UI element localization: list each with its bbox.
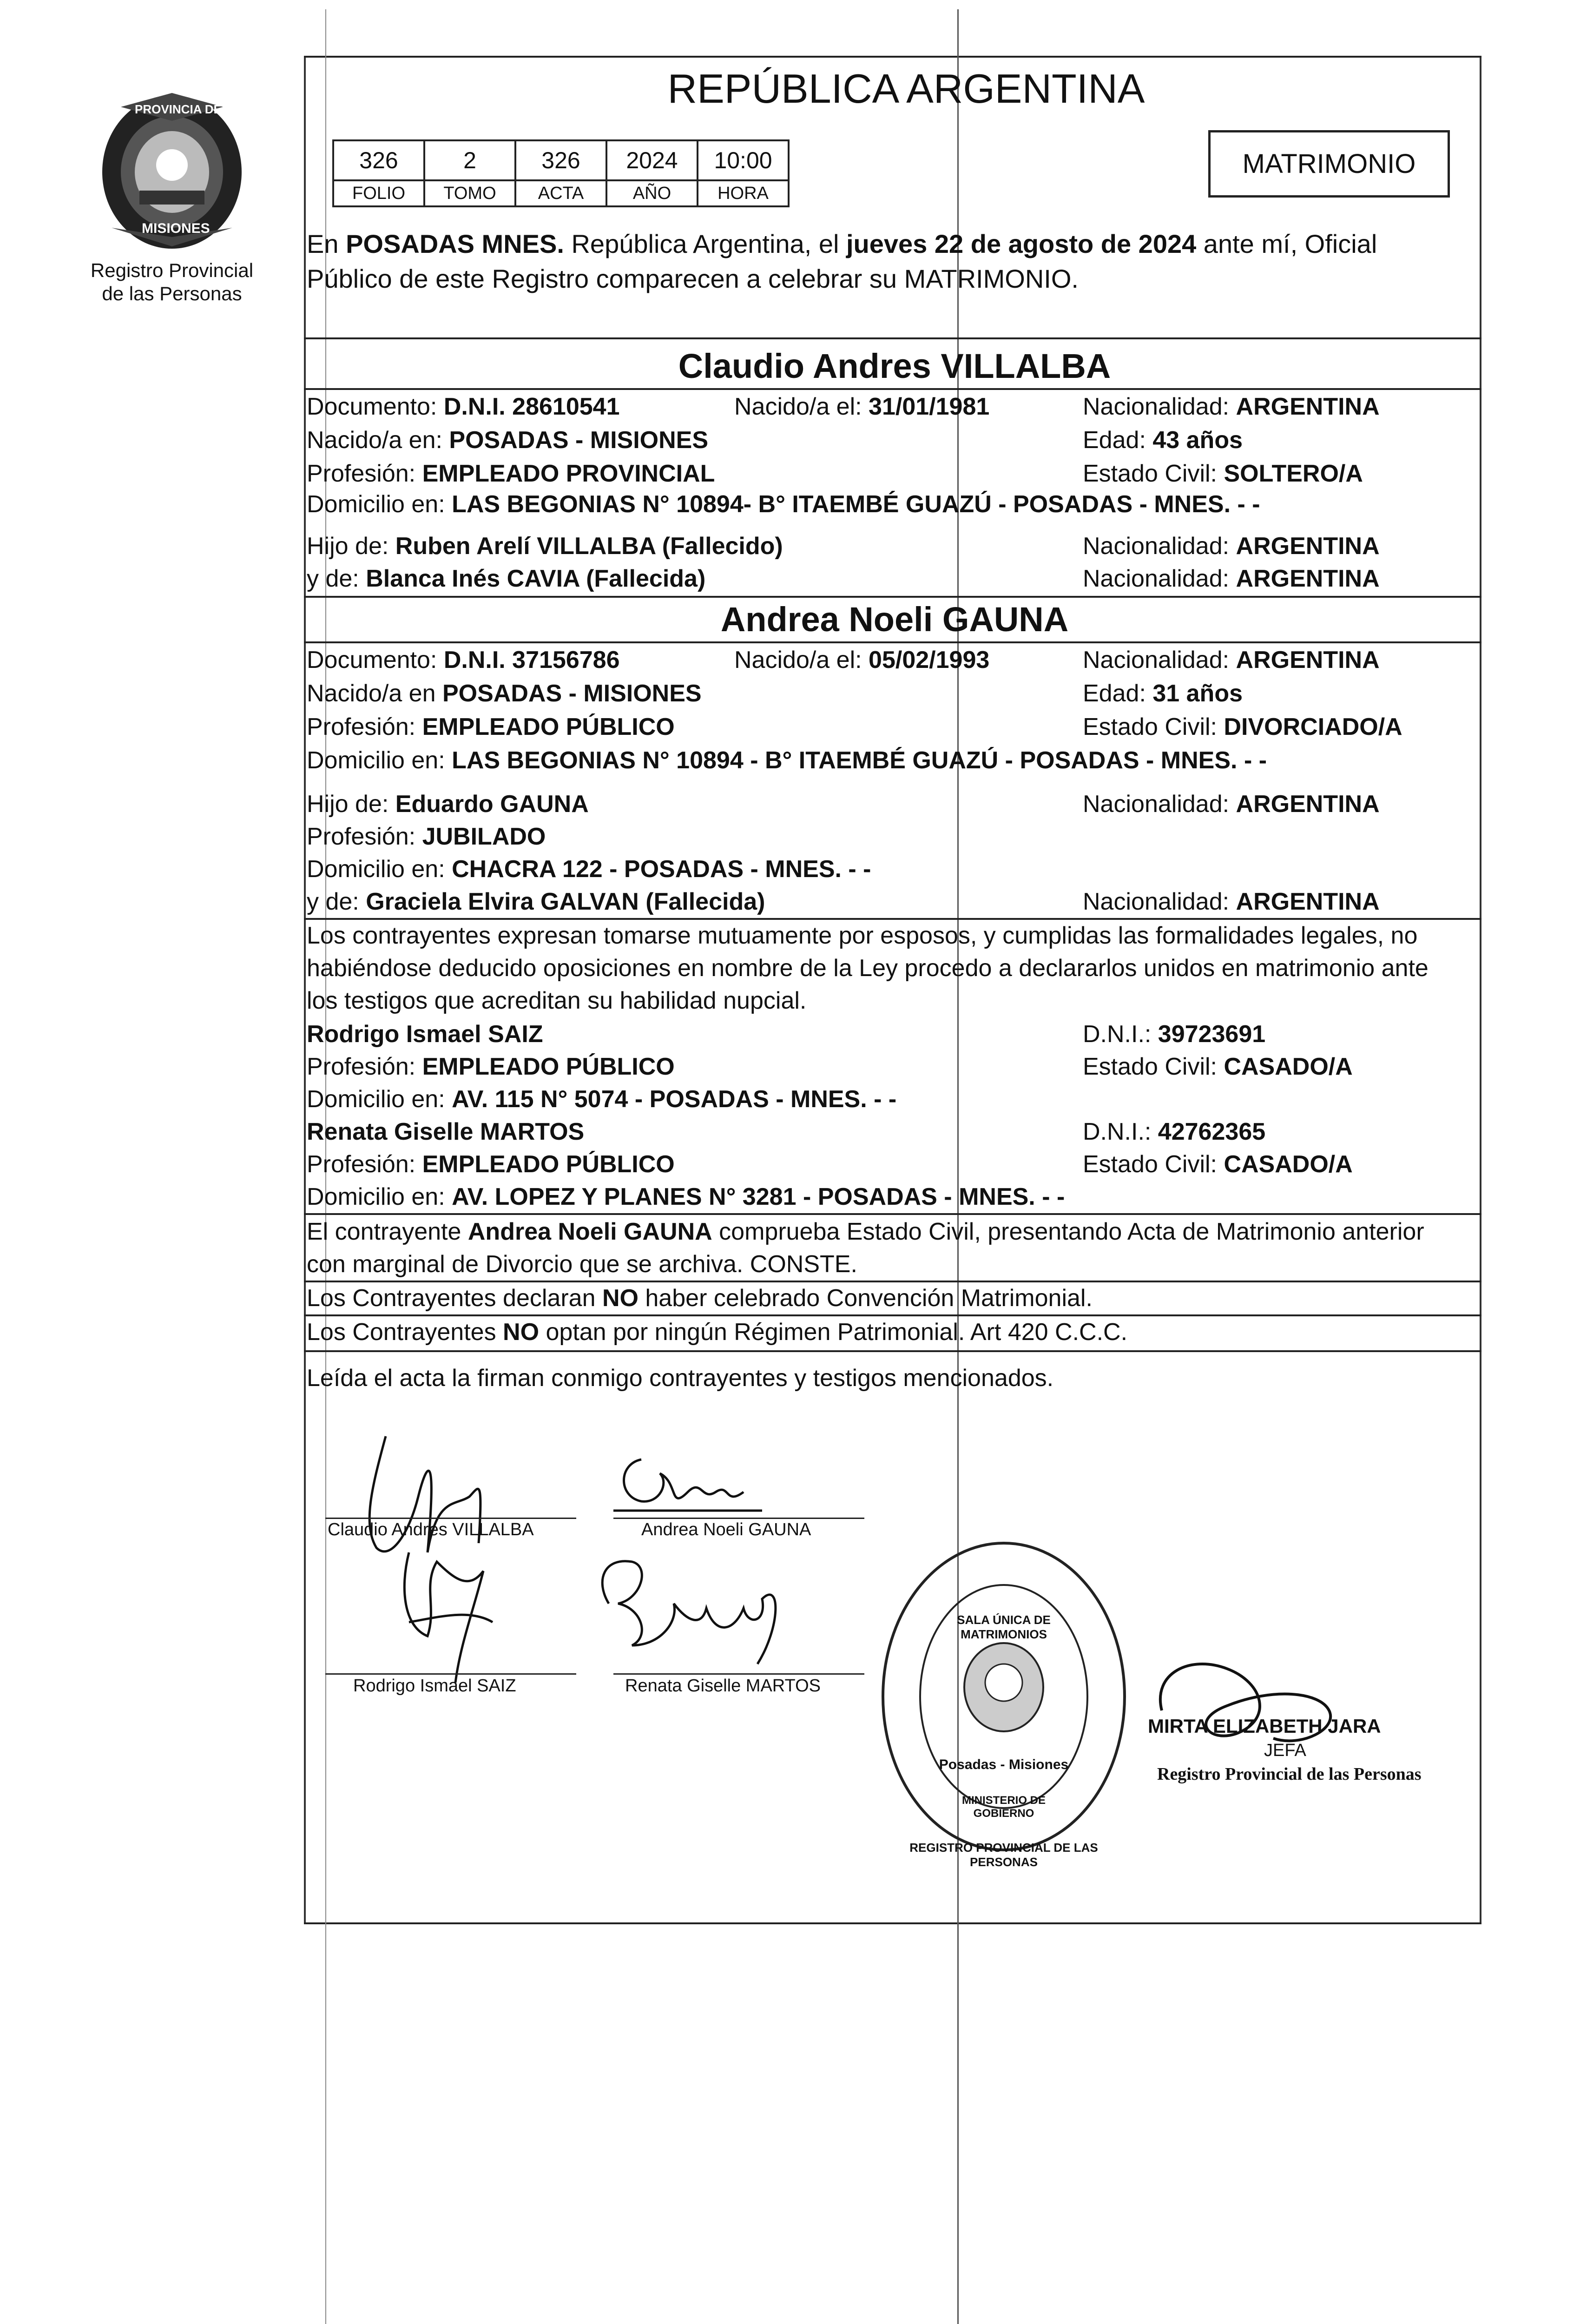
act-type-label: MATRIMONIO <box>1242 149 1416 179</box>
note-no: NO <box>602 1285 639 1312</box>
field-label: Domicilio en: <box>307 1183 452 1210</box>
intro-place: POSADAS MNES. <box>346 229 564 258</box>
spouse2-row-mother <box>307 885 1482 918</box>
official-seal <box>874 1534 1134 1869</box>
intro-date: jueves 22 de agosto de 2024 <box>846 229 1197 258</box>
section-divider <box>304 1213 1481 1215</box>
reading-note: Leída el acta la firman conmigo contrayentes y testigos mencionados. <box>307 1365 1054 1392</box>
official-title: JEFA <box>1264 1741 1306 1760</box>
spouse1-civil: SOLTERO/A <box>1224 460 1363 487</box>
spouse1-father-nat: ARGENTINA <box>1236 533 1380 560</box>
seal-inner-text: SALA ÚNICA DE MATRIMONIOS <box>957 1613 1051 1641</box>
official-office: Registro Provincial de las Personas <box>1157 1764 1422 1784</box>
spouse2-father: Eduardo GAUNA <box>395 791 589 818</box>
province-logo <box>93 88 251 256</box>
field-label: y de: <box>307 565 366 592</box>
witness1-name: Rodrigo Ismael SAIZ <box>307 1021 543 1048</box>
spouse1-born: 31/01/1981 <box>869 393 990 420</box>
witness1-dni: 39723691 <box>1158 1021 1266 1048</box>
section-divider <box>304 596 1481 598</box>
declaration-line1: Los contrayentes expresan tomarse mutuamente por esposos, y cumplidas las formalidades legales, no <box>307 922 1418 949</box>
note-no: NO <box>503 1319 540 1346</box>
signature-andrea <box>613 1459 762 1511</box>
field-label: Profesión: <box>307 460 422 487</box>
signature-label-3: Rodrigo Ismael SAIZ <box>353 1676 516 1696</box>
note-text: Los Contrayentes declaran <box>307 1285 602 1312</box>
field-label: D.N.I.: <box>1083 1021 1158 1048</box>
spouse2-row-addr <box>307 744 1482 777</box>
field-label: Domicilio en: <box>307 491 452 518</box>
signature-renata <box>602 1561 776 1664</box>
frame-top-border <box>304 56 1481 58</box>
spouse2-father-nat: ARGENTINA <box>1236 791 1380 818</box>
field-label: Estado Civil: <box>1083 1151 1224 1178</box>
declaration-line3: los testigos que acreditan su habilidad nupcial. <box>307 987 807 1014</box>
intro-line1 <box>307 228 1482 260</box>
spouse1-row-prof <box>307 457 1482 490</box>
signature-rodrigo <box>404 1552 493 1683</box>
section-divider <box>304 388 1481 390</box>
spouse2-born: 05/02/1993 <box>869 647 990 673</box>
field-label: Nacionalidad: <box>1083 565 1236 592</box>
field-label: Profesión: <box>307 713 422 740</box>
spouse1-mother: Blanca Inés CAVIA (Fallecida) <box>366 565 706 592</box>
field-label: Nacido/a el: <box>734 647 869 673</box>
spouse2-age: 31 años <box>1152 680 1243 707</box>
convention-note <box>307 1282 1482 1314</box>
spouse2-father-addr: CHACRA 122 - POSADAS - MNES. - - <box>452 856 871 883</box>
spouse1-name: Claudio Andres VILLALBA <box>678 347 1111 385</box>
spouse1-row-mother <box>307 562 1482 595</box>
spouse2-row-birthplace <box>307 677 1482 710</box>
spouse1-addr: LAS BEGONIAS N° 10894- B° ITAEMBÉ GUAZÚ - POSADAS - MNES. - - <box>452 491 1260 518</box>
witness2-civil: CASADO/A <box>1224 1151 1353 1178</box>
field-label: Profesión: <box>307 1053 422 1080</box>
field-label: Estado Civil: <box>1083 460 1224 487</box>
field-label: Nacido/a el: <box>734 393 869 420</box>
registry-table <box>332 139 790 207</box>
witness1-row-addr <box>307 1083 1482 1116</box>
logo-caption-line1: Registro Provincial <box>90 259 254 281</box>
section-divider <box>304 1350 1481 1352</box>
field-label: y de: <box>307 888 366 915</box>
intro-middle: República Argentina, el <box>564 229 846 258</box>
hora-value: 10:00 <box>698 140 789 180</box>
spouse2-mother-nat: ARGENTINA <box>1236 888 1380 915</box>
logo-arc-top: PROVINCIA DE <box>135 102 222 116</box>
spouse2-row-father-prof <box>307 820 1482 853</box>
spouse1-row-father <box>307 530 1482 562</box>
spouse1-row-addr <box>307 488 1482 521</box>
signature-label-2: Andrea Noeli GAUNA <box>641 1520 811 1539</box>
field-label: D.N.I.: <box>1083 1118 1158 1145</box>
tomo-label: TOMO <box>424 180 515 206</box>
field-label: Hijo de: <box>307 791 395 818</box>
field-label: Edad: <box>1083 680 1153 707</box>
field-label: Nacionalidad: <box>1083 393 1236 420</box>
signature-line <box>325 1673 576 1675</box>
field-label: Domicilio en: <box>307 1086 452 1113</box>
witness1-row-name <box>307 1018 1482 1050</box>
field-label: Edad: <box>1083 427 1153 454</box>
hora-label: HORA <box>698 180 789 206</box>
field-label: Documento: <box>307 647 444 673</box>
frame-bottom-border <box>304 1922 1481 1924</box>
field-label: Profesión: <box>307 823 422 850</box>
spouse2-nat: ARGENTINA <box>1236 647 1380 673</box>
spouse1-birthplace: POSADAS - MISIONES <box>449 427 709 454</box>
folio-value: 326 <box>333 140 424 180</box>
signature-line <box>613 1518 864 1519</box>
field-label: Nacionalidad: <box>1083 888 1236 915</box>
signature-label-4: Renata Giselle MARTOS <box>625 1676 821 1696</box>
witness2-name: Renata Giselle MARTOS <box>307 1118 585 1145</box>
signature-scribbles <box>316 1404 874 1813</box>
spouse1-row-birthplace <box>307 424 1482 456</box>
spouse1-age: 43 años <box>1152 427 1243 454</box>
spouse2-birthplace: POSADAS - MISIONES <box>442 680 702 707</box>
witness1-civil: CASADO/A <box>1224 1053 1353 1080</box>
seal-outer-text: REGISTRO PROVINCIAL DE LAS PERSONAS <box>909 1841 1098 1869</box>
witness2-row-prof <box>307 1148 1482 1181</box>
spouse1-doc: D.N.I. 28610541 <box>443 393 620 420</box>
spouse2-name: Andrea Noeli GAUNA <box>720 600 1069 639</box>
note-text: Los Contrayentes <box>307 1319 503 1346</box>
seal-bottom-text: MINISTERIO DE GOBIERNO <box>961 1794 1046 1820</box>
intro-prefix: En <box>307 229 346 258</box>
intro-line2: Público de este Registro comparecen a celebrar su MATRIMONIO. <box>307 264 1079 293</box>
intro-suffix: ante mí, Oficial <box>1196 229 1377 258</box>
note-name: Andrea Noeli GAUNA <box>467 1218 712 1245</box>
acta-label: ACTA <box>515 180 606 206</box>
logo-arc-bottom: MISIONES <box>142 221 210 236</box>
official-name: MIRTA ELIZABETH JARA <box>1148 1715 1381 1737</box>
frame-left-border <box>304 56 306 1924</box>
field-label: Nacido/a en: <box>307 427 449 454</box>
field-label: Domicilio en: <box>307 747 452 774</box>
spouse1-nat: ARGENTINA <box>1236 393 1380 420</box>
anio-label: AÑO <box>606 180 698 206</box>
spouse2-father-prof: JUBILADO <box>422 823 546 850</box>
note-text: optan por ningún Régimen Patrimonial. Art 420 C.C.C. <box>539 1319 1128 1346</box>
spouse2-mother: Graciela Elvira GALVAN (Fallecida) <box>366 888 765 915</box>
act-type-box <box>1208 130 1450 198</box>
witness2-addr: AV. LOPEZ Y PLANES N° 3281 - POSADAS - MNES. - - <box>452 1183 1065 1210</box>
divorce-note-line1 <box>307 1215 1482 1248</box>
note-text: haber celebrado Convención Matrimonial. <box>638 1285 1093 1312</box>
regime-note <box>307 1316 1482 1348</box>
signature-line <box>613 1673 864 1675</box>
folio-label: FOLIO <box>333 180 424 206</box>
spouse2-row-father-addr <box>307 853 1482 885</box>
spouse2-row-doc <box>307 644 1482 676</box>
spouse1-prof: EMPLEADO PROVINCIAL <box>422 460 715 487</box>
witness2-prof: EMPLEADO PÚBLICO <box>422 1151 675 1178</box>
signature-label-1: Claudio Andres VILLALBA <box>328 1520 534 1539</box>
divorce-note-line2: con marginal de Divorcio que se archiva. CONSTE. <box>307 1251 857 1278</box>
field-label: Nacionalidad: <box>1083 647 1236 673</box>
spouse2-civil: DIVORCIADO/A <box>1224 713 1402 740</box>
witness2-dni: 42762365 <box>1158 1118 1266 1145</box>
field-label: Documento: <box>307 393 444 420</box>
witness1-addr: AV. 115 N° 5074 - POSADAS - MNES. - - <box>452 1086 897 1113</box>
spouse2-doc: D.N.I. 37156786 <box>443 647 620 673</box>
field-label: Estado Civil: <box>1083 713 1224 740</box>
field-label: Domicilio en: <box>307 856 452 883</box>
field-label: Nacido/a en <box>307 680 442 707</box>
spouse2-addr: LAS BEGONIAS N° 10894 - B° ITAEMBÉ GUAZÚ - POSADAS - MNES. - - <box>452 747 1267 774</box>
anio-value: 2024 <box>606 140 698 180</box>
spouse1-mother-nat: ARGENTINA <box>1236 565 1380 592</box>
field-label: Profesión: <box>307 1151 422 1178</box>
declaration-line2: habiéndose deducido oposiciones en nombre de la Ley procedo a declararlos unidos en matrimonio ante <box>307 955 1429 982</box>
acta-value: 326 <box>515 140 606 180</box>
spouse2-prof: EMPLEADO PÚBLICO <box>422 713 675 740</box>
witness1-row-prof <box>307 1050 1482 1083</box>
field-label: Nacionalidad: <box>1083 533 1236 560</box>
section-divider <box>304 641 1481 643</box>
field-label: Estado Civil: <box>1083 1053 1224 1080</box>
witness2-row-name <box>307 1116 1482 1148</box>
logo-caption-line2: de las Personas <box>102 283 242 304</box>
signature-line <box>325 1518 576 1519</box>
section-divider <box>304 337 1481 339</box>
note-text: El contrayente <box>307 1218 468 1245</box>
field-label: Nacionalidad: <box>1083 791 1236 818</box>
spouse2-row-father <box>307 788 1482 820</box>
witness2-row-addr <box>307 1181 1482 1213</box>
field-label: Hijo de: <box>307 533 395 560</box>
seal-city: Posadas - Misiones <box>939 1757 1069 1772</box>
spouse1-row-doc <box>307 390 1482 423</box>
country-title: REPÚBLICA ARGENTINA <box>667 66 1145 112</box>
spouse1-father: Ruben Arelí VILLALBA (Fallecido) <box>395 533 783 560</box>
note-text: comprueba Estado Civil, presentando Acta de Matrimonio anterior <box>712 1218 1424 1245</box>
spouse2-row-prof <box>307 711 1482 743</box>
witness1-prof: EMPLEADO PÚBLICO <box>422 1053 675 1080</box>
tomo-value: 2 <box>424 140 515 180</box>
